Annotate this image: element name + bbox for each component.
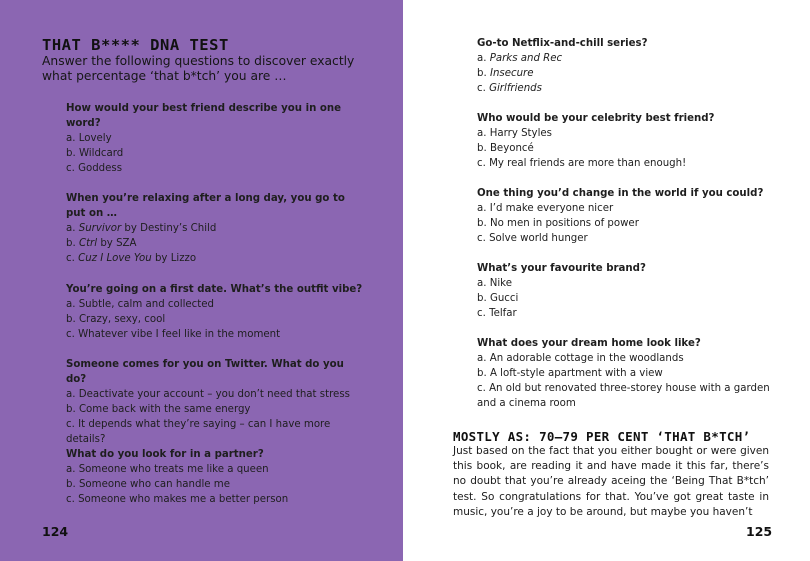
page-number: 124 [42,524,69,539]
question-block [477,186,777,246]
series-title: Girlfriends [489,83,542,94]
question-text: How would your best friend describe you in one word? [66,103,342,129]
answer-option [477,66,777,81]
option-rest: by Lizzo [151,253,197,264]
option-rest: by Destiny’s Child [121,223,217,234]
question-text: What does your dream home look like? [477,338,701,349]
answer-option [66,236,366,251]
quiz-title: THAT B**** DNA TEST [42,36,229,54]
question-block [66,357,366,447]
question-text: When you’re relaxing after a long day, you go to put on … [66,193,345,219]
question-text: What do you look for in a partner? [66,449,264,460]
option-prefix: b. [477,68,490,79]
question-text: You’re going on a first date. What’s the outfit vibe? [66,284,363,295]
answer-option: b. Someone who can handle me [66,479,230,490]
answer-option: c. Solve world hunger [477,233,588,244]
option-prefix: b. [66,238,79,249]
question-block [477,111,777,171]
answer-option: c. My real friends are more than enough! [477,158,687,169]
question-block [477,261,777,321]
question-text: Who would be your celebrity best friend? [477,113,715,124]
option-prefix: a. [477,53,490,64]
answer-option: a. Nike [477,278,512,289]
answer-option: b. A loft-style apartment with a view [477,368,663,379]
answer-option: c. Whatever vibe I feel like in the moment [66,329,281,340]
answer-option: c. It depends what they’re saying – can I have more details? [66,419,331,445]
question-block [66,191,366,266]
question-text: What’s your favourite brand? [477,263,646,274]
answer-option: a. Lovely [66,133,112,144]
answer-option: a. Someone who treats me like a queen [66,464,269,475]
result-body: Just based on the fact that you either bought or were given this book, are reading it and have made it this far, there’s no doubt that you’re already aceing the ‘Being That B*tch’ test. So congratulations for that. You’ve got great taste in music, you’re a joy to be around, but maybe you haven’t [453,445,769,518]
question-block [66,101,366,176]
answer-option: a. I’d make everyone nicer [477,203,614,214]
question-block [477,36,777,96]
question-text: Someone comes for you on Twitter. What do you do? [66,359,344,385]
answer-option: b. Crazy, sexy, cool [66,314,166,325]
option-prefix: a. [66,223,79,234]
question-block [66,282,366,342]
question-text: Go-to Netflix-and-chill series? [477,38,648,49]
answer-option: a. Deactivate your account – you don’t need that stress [66,389,350,400]
option-rest: by SZA [97,238,137,249]
question-text: One thing you’d change in the world if you could? [477,188,764,199]
answer-option: a. Harry Styles [477,128,552,139]
album-title: Ctrl [78,238,98,249]
page-number: 125 [746,524,773,539]
answer-option: a. An adorable cottage in the woodlands [477,353,684,364]
answer-option: b. Wildcard [66,148,124,159]
answer-option: b. Beyoncé [477,143,534,154]
option-prefix: c. [66,253,79,264]
question-block [66,447,366,507]
series-title: Insecure [489,68,534,79]
answer-option: c. An old but renovated three-storey house with a garden and a cinema room [477,383,770,409]
answer-option [66,221,366,236]
series-title: Parks and Rec [489,53,563,64]
answer-option [477,51,777,66]
answer-option: b. Come back with the same energy [66,404,251,415]
answer-option: c. Telfar [477,308,517,319]
album-title: Cuz I Love You [78,253,152,264]
answer-option: c. Someone who makes me a better person [66,494,289,505]
answer-option: b. Gucci [477,293,519,304]
answer-option: a. Subtle, calm and collected [66,299,215,310]
question-block [477,336,777,411]
option-prefix: c. [477,83,490,94]
answer-option [66,251,366,266]
answer-option: b. No men in positions of power [477,218,639,229]
result-heading: MOSTLY AS: 70–79 PER CENT ‘THAT B*TCH’ [453,429,751,444]
album-title: Survivor [78,223,122,234]
answer-option: c. Goddess [66,163,123,174]
quiz-intro: Answer the following questions to discover exactly what percentage ‘that b*tch’ you are … [42,54,355,84]
answer-option [477,81,777,96]
